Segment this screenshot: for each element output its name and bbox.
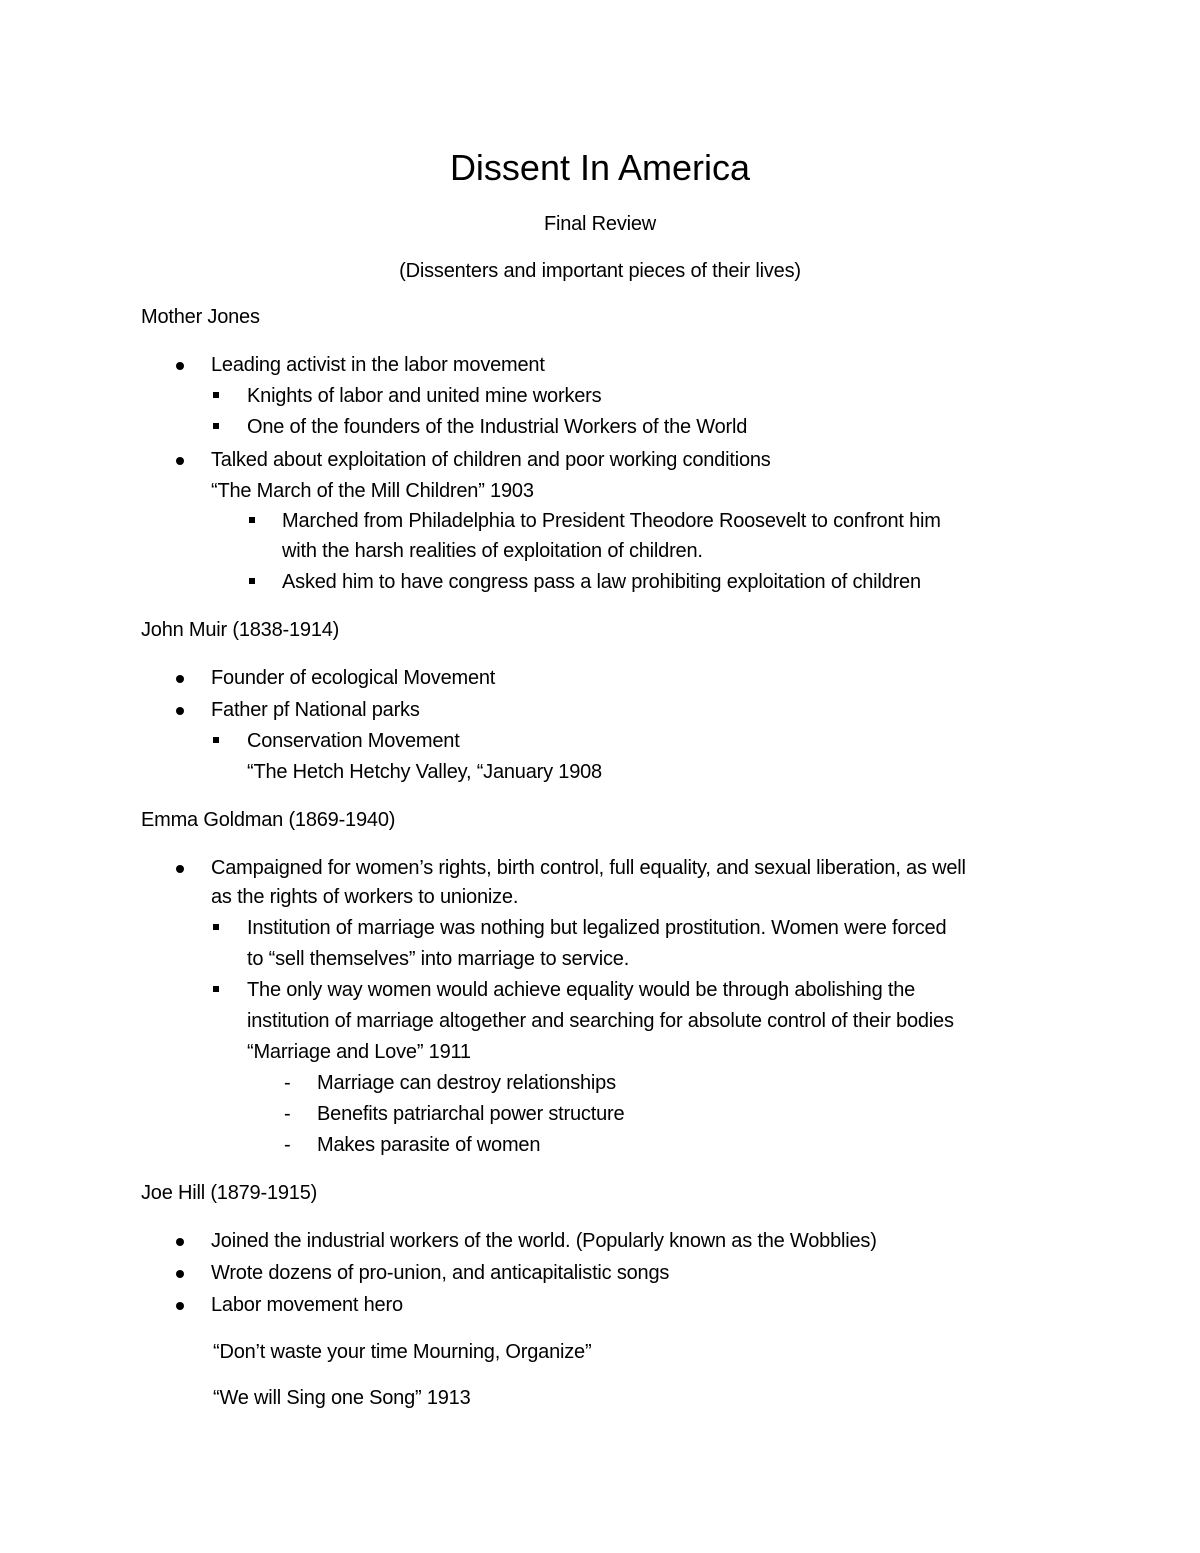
bullet-dot: [176, 362, 184, 370]
dash-bullet: -: [284, 1072, 291, 1094]
list-item: Father pf National parks: [211, 699, 420, 721]
list-item: One of the founders of the Industrial Workers of the World: [247, 416, 748, 438]
document-title: Dissent In America: [449, 147, 751, 188]
work-title: “The Hetch Hetchy Valley, “January 1908: [247, 761, 602, 783]
bullet-square: [213, 924, 219, 930]
list-item: Institution of marriage was nothing but legalized prostitution. Women were forced: [247, 917, 947, 939]
section-heading-mother-jones: Mother Jones: [141, 306, 260, 328]
section-heading-emma-goldman: Emma Goldman (1869-1940): [141, 809, 396, 831]
list-item: Campaigned for women’s rights, birth control, full equality, and sexual liberation, as well: [211, 857, 966, 879]
bullet-square: [213, 737, 219, 743]
bullet-dot: [176, 707, 184, 715]
bullet-dot: [176, 1302, 184, 1310]
list-item: Talked about exploitation of children and poor working conditions: [211, 449, 771, 471]
list-item-continuation: to “sell themselves” into marriage to service.: [247, 948, 630, 970]
list-item: Conservation Movement: [247, 730, 460, 752]
bullet-square: [249, 517, 255, 523]
section-heading-joe-hill: Joe Hill (1879-1915): [141, 1182, 318, 1204]
list-item: Marriage can destroy relationships: [317, 1072, 616, 1094]
list-item: Makes parasite of women: [317, 1134, 541, 1156]
list-item: Leading activist in the labor movement: [211, 354, 545, 376]
list-item-continuation: institution of marriage altogether and searching for absolute control of their bodies: [247, 1010, 954, 1032]
list-item-continuation: with the harsh realities of exploitation of children.: [282, 540, 703, 562]
bullet-square: [213, 423, 219, 429]
quote: “Don’t waste your time Mourning, Organize”: [213, 1341, 592, 1363]
document-description: (Dissenters and important pieces of their lives): [399, 260, 801, 282]
bullet-dot: [176, 675, 184, 683]
bullet-dot: [176, 865, 184, 873]
document-subtitle: Final Review: [543, 213, 657, 235]
work-title: “Marriage and Love” 1911: [247, 1041, 471, 1063]
list-item: Labor movement hero: [211, 1294, 403, 1316]
bullet-dot: [176, 1270, 184, 1278]
bullet-square: [249, 578, 255, 584]
list-item: The only way women would achieve equality would be through abolishing the: [247, 979, 916, 1001]
list-item-continuation: as the rights of workers to unionize.: [211, 886, 519, 908]
work-title: “The March of the Mill Children” 1903: [211, 480, 534, 502]
list-item: Joined the industrial workers of the world. (Popularly known as the Wobblies): [211, 1230, 877, 1252]
bullet-square: [213, 986, 219, 992]
list-item: Asked him to have congress pass a law prohibiting exploitation of children: [282, 571, 921, 593]
list-item: Wrote dozens of pro-union, and anticapitalistic songs: [211, 1262, 670, 1284]
list-item: Marched from Philadelphia to President Theodore Roosevelt to confront him: [282, 510, 941, 532]
list-item: Benefits patriarchal power structure: [317, 1103, 625, 1125]
dash-bullet: -: [284, 1103, 291, 1125]
bullet-square: [213, 392, 219, 398]
section-heading-john-muir: John Muir (1838-1914): [141, 619, 340, 641]
work-title: “We will Sing one Song” 1913: [213, 1387, 471, 1409]
bullet-dot: [176, 457, 184, 465]
bullet-dot: [176, 1238, 184, 1246]
list-item: Knights of labor and united mine workers: [247, 385, 602, 407]
dash-bullet: -: [284, 1134, 291, 1156]
list-item: Founder of ecological Movement: [211, 667, 496, 689]
